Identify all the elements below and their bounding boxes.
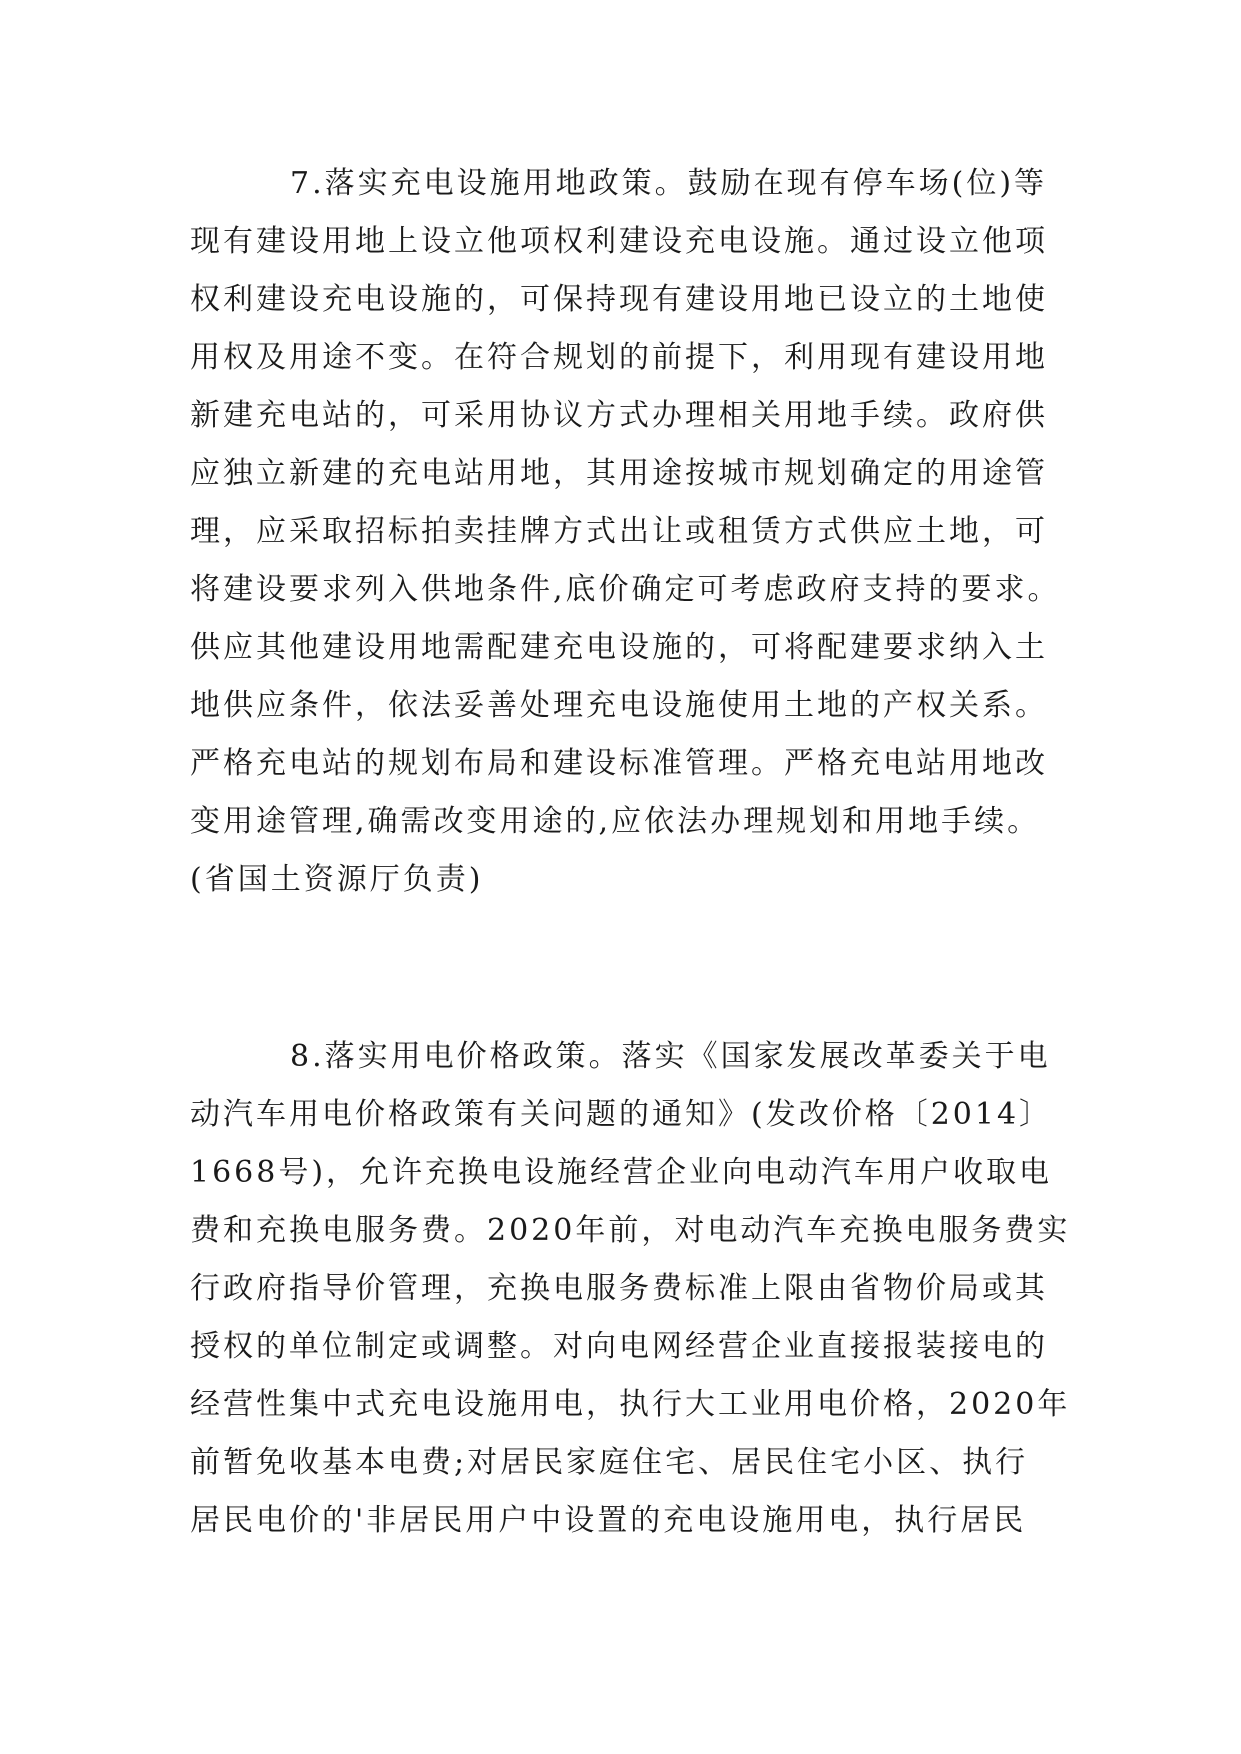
- paragraph-line: 新建充电站的，可采用协议方式办理相关用地手续。政府供: [190, 398, 1048, 433]
- paragraph-line: 经营性集中式充电设施用电，执行大工业用电价格，2020年: [190, 1387, 1071, 1422]
- paragraph-line: 动汽车用电价格政策有关问题的通知》(发改价格〔2014〕: [190, 1097, 1053, 1132]
- paragraph-line: 居民电价的'非居民用户中设置的充电设施用电，执行居民: [190, 1503, 1027, 1538]
- paragraph-line: 1668号)，允许充换电设施经营企业向电动汽车用户收取电: [190, 1155, 1053, 1190]
- paragraph-line: 严格充电站的规划布局和建设标准管理。严格充电站用地改: [190, 746, 1048, 781]
- paragraph-line: 应独立新建的充电站用地，其用途按城市规划确定的用途管: [190, 456, 1048, 491]
- paragraph-line: 费和充换电服务费。2020年前，对电动汽车充换电服务费实: [190, 1213, 1071, 1248]
- paragraph-line: 权利建设充电设施的，可保持现有建设用地已设立的土地使: [190, 282, 1048, 317]
- paragraph-8-electricity-price-policy: [190, 1028, 1070, 1550]
- paragraph-line: 供应其他建设用地需配建充电设施的，可将配建要求纳入土: [190, 630, 1048, 665]
- paragraph-line: 7.落实充电设施用地政策。鼓励在现有停车场(位)等: [290, 166, 1048, 201]
- paragraph-line: 前暂免收基本电费;对居民家庭住宅、居民住宅小区、执行: [190, 1445, 1029, 1480]
- paragraph-line: 将建设要求列入供地条件,底价确定可考虑政府支持的要求。: [190, 572, 1061, 607]
- paragraph-line: (省国土资源厅负责): [190, 862, 484, 897]
- paragraph-line: 现有建设用地上设立他项权利建设充电设施。通过设立他项: [190, 224, 1048, 259]
- paragraph-line: 用权及用途不变。在符合规划的前提下，利用现有建设用地: [190, 340, 1048, 375]
- paragraph-line: 地供应条件，依法妥善处理充电设施使用土地的产权关系。: [190, 688, 1048, 723]
- paragraph-line: 授权的单位制定或调整。对向电网经营企业直接报装接电的: [190, 1329, 1048, 1364]
- paragraph-7-land-use-policy: [190, 155, 1070, 909]
- paragraph-line: 变用途管理,确需改变用途的,应依法办理规划和用地手续。: [190, 804, 1041, 839]
- paragraph-line: 理，应采取招标拍卖挂牌方式出让或租赁方式供应土地，可: [190, 514, 1048, 549]
- paragraph-line: 行政府指导价管理，充换电服务费标准上限由省物价局或其: [190, 1271, 1048, 1306]
- paragraph-line: 8.落实用电价格政策。落实《国家发展改革委关于电: [290, 1039, 1051, 1074]
